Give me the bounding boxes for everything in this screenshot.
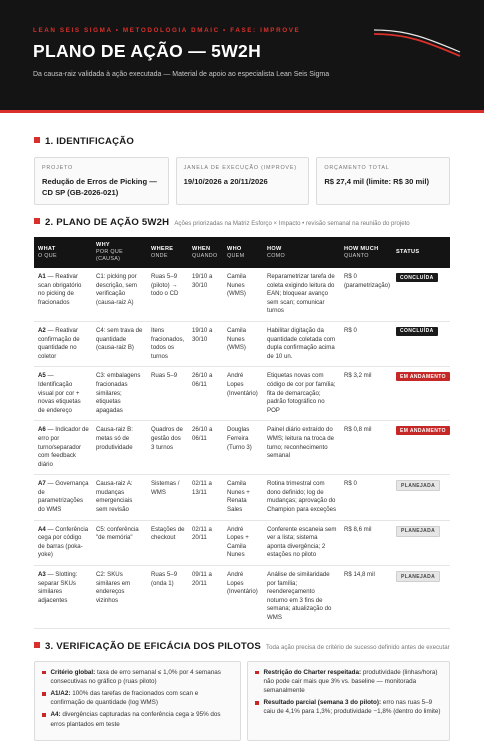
section-title: 2. PLANO DE AÇÃO 5W2H [45, 217, 170, 228]
action-why: Causa-raiz B: metas só de produtividade [96, 426, 133, 451]
action-where: Itens fracionados, todos os turnos [151, 326, 185, 360]
cell-who [223, 367, 263, 421]
action-when: 19/10 a 30/10 [192, 326, 213, 343]
cell-how [263, 268, 340, 321]
action-when: 19/10 a 30/10 [192, 273, 213, 289]
action-how: Habilitar digitação da quantidade coletada com dupla confirmação acima de 10 un. [267, 326, 336, 360]
verification-label: A4: [50, 711, 61, 719]
cell-what [34, 421, 92, 475]
cell-why [92, 321, 147, 366]
section-marker-icon [34, 137, 40, 143]
column-header-status: STATUS [396, 249, 420, 255]
action-howmuch: R$ 8,6 mil [344, 525, 372, 533]
decorative-curve-icon [372, 24, 462, 58]
cell-where [147, 268, 188, 321]
action-how: Rotina trimestral com dono definido; log de mudanças; aprovação do Champion para exceções [267, 480, 337, 514]
action-plan-table [34, 237, 450, 629]
action-who: André Lopes (Inventário) [227, 372, 258, 397]
action-who: Camila Nunes + Renata Sales [227, 480, 250, 514]
cell-what [34, 520, 92, 565]
action-why: Causa-raiz A: mudanças emergenciais sem revisão [96, 480, 133, 514]
verification-detail: erro nas ruas 5–9 caiu de 4,1% para 1,3%; produtividade −1,8% (dentro do limite) [263, 699, 441, 716]
verification-label: Critério global: [50, 668, 96, 676]
card-label: PROJETO [42, 165, 73, 171]
column-header-how: HOW COMO [267, 245, 285, 259]
card-label: JANELA DE EXECUÇÃO (IMPROVE) [183, 165, 297, 171]
cell-howmuch [340, 566, 392, 629]
action-how: Reparametrizar tarefa de coleta exigindo leitura do EAN; bloquear avanço sem scan; comunicar turnos [267, 273, 335, 315]
bullet-icon [42, 713, 46, 717]
action-id: A7 [38, 480, 46, 488]
action-who: André Lopes + Camila Nunes [227, 525, 249, 559]
cell-where [147, 475, 188, 520]
action-what: — Reativar scan obrigatório no picking de fracionados [38, 273, 82, 306]
action-when: 02/11 a 13/11 [192, 480, 212, 496]
page-subtitle: Da causa-raiz validada à ação executada — Material de apoio ao especialista Lean Seis Sigma [33, 71, 330, 78]
action-howmuch: R$ 0 [344, 326, 357, 334]
cell-how [263, 367, 340, 421]
action-id: A6 [38, 426, 46, 434]
status-badge: EM ANDAMENTO [396, 372, 450, 381]
action-howmuch: R$ 0,8 mil [344, 426, 372, 434]
action-id: A2 [38, 326, 46, 334]
card-value: Redução de Erros de Picking — CD SP (GB-2026-021) [42, 177, 157, 197]
cell-why [92, 367, 147, 421]
action-why: C4: sem trava de quantidade (causa-raiz B) [96, 326, 143, 352]
status-badge: CONCLUÍDA [396, 327, 438, 336]
action-id: A1 [38, 273, 46, 280]
header-kicker: LEAN SEIS SIGMA • METODOLOGIA DMAIC • FASE: IMPROVE [33, 27, 301, 34]
table-header-row [34, 237, 450, 268]
cell-how [263, 321, 340, 366]
verification-text [51, 689, 233, 707]
cell-why [92, 268, 147, 321]
cell-status [392, 321, 450, 366]
cell-what [34, 566, 92, 629]
action-who: Douglas Ferreira (Turno 3) [227, 426, 252, 451]
cell-what [34, 367, 92, 421]
verification-detail: 100% das tarefas de fracionados com scan e confirmação de quantidade (log WMS) [50, 690, 199, 707]
cell-howmuch [340, 421, 392, 475]
status-badge: PLANEJADA [396, 480, 440, 491]
verification-item [42, 689, 232, 707]
cell-status [392, 421, 450, 475]
cell-where [147, 520, 188, 565]
cell-status [392, 475, 450, 520]
action-who: André Lopes (Inventário) [227, 571, 258, 596]
card-orcamento [316, 157, 450, 205]
column-header-what: WHAT O QUE [38, 245, 57, 259]
cell-how [263, 520, 340, 565]
action-what: — Reativar confirmação de quantidade no coletor [38, 326, 80, 360]
action-when: 26/10 a 06/11 [192, 426, 213, 442]
cell-status [392, 520, 450, 565]
action-howmuch: R$ 3,2 mil [344, 372, 372, 380]
action-howmuch: R$ 0 [344, 480, 357, 488]
cell-where [147, 566, 188, 629]
cell-status [392, 268, 450, 321]
cell-howmuch [340, 475, 392, 520]
table-row [34, 520, 450, 565]
cell-why [92, 566, 147, 629]
verification-text [264, 698, 442, 716]
action-why: C1: picking por descrição, sem verificação (causa-raiz A) [96, 273, 137, 306]
verification-text [51, 710, 233, 728]
verification-label: Resultado parcial (semana 3 do piloto): [263, 699, 382, 707]
cell-who [223, 321, 263, 366]
cell-when [188, 475, 223, 520]
section-title: 1. IDENTIFICAÇÃO [45, 136, 135, 147]
verification-text [51, 668, 233, 686]
column-header-howmuch: HOW MUCH QUANTO [344, 245, 379, 259]
page-header [0, 0, 484, 113]
verification-item [255, 698, 441, 716]
action-how: Análise de similaridade por família; reendereçamento noturno em 3 fins de semana; atualização do WMS [267, 571, 332, 621]
section-marker-icon [34, 642, 40, 648]
verification-detail: divergências capturadas na conferência cega ≥ 95% dos erros plantados em teste [50, 711, 221, 728]
action-id: A5 [38, 372, 46, 380]
action-what: — Indicador de erro por turno/separador com feedback diário [38, 426, 89, 468]
verification-label: A1/A2: [50, 690, 71, 697]
action-id: A4 [38, 525, 46, 533]
action-why: C3: embalagens fracionadas similares; etiquetas apagadas [96, 372, 141, 414]
verification-item [42, 710, 232, 728]
card-value: R$ 27,4 mil (limite: R$ 30 mil) [324, 177, 429, 186]
column-header-who: WHO QUEM [227, 245, 245, 259]
action-who: Camila Nunes (WMS) [227, 273, 246, 298]
cell-why [92, 421, 147, 475]
cell-how [263, 566, 340, 629]
cell-who [223, 475, 263, 520]
action-who: Camila Nunes (WMS) [227, 326, 246, 352]
table-row [34, 268, 450, 321]
column-header-why: WHY POR QUE (CAUSA) [96, 242, 123, 262]
verification-item [255, 668, 441, 696]
cell-status [392, 566, 450, 629]
table-row [34, 421, 450, 475]
action-how: Conferente escaneia sem ver a lista; sistema aponta divergência; 2 estações no piloto [267, 525, 337, 559]
action-what: — Conferência cega por código de barras (poka-yoke) [38, 525, 89, 559]
section-marker-icon [34, 218, 40, 224]
status-badge: CONCLUÍDA [396, 273, 438, 282]
card-projeto [34, 157, 169, 205]
action-how: Etiquetas novas com código de cor por família; fita de demarcação; padrão fotográfico no POP [267, 372, 336, 414]
card-label: ORÇAMENTO TOTAL [324, 165, 390, 171]
action-what: — Governança de parametrizações do WMS [38, 480, 89, 514]
verification-item [42, 668, 232, 686]
action-where: Sistemas / WMS [151, 480, 180, 496]
column-header-where: WHERE ONDE [151, 245, 174, 259]
action-howmuch: R$ 14,8 mil [344, 571, 375, 579]
cell-who [223, 566, 263, 629]
section-note: Ações priorizadas na Matriz Esforço × Impacto • revisão semanal na reunião do projeto [174, 220, 410, 227]
cell-why [92, 475, 147, 520]
action-where: Ruas 5–9 [151, 372, 178, 380]
column-header-when: WHEN QUANDO [192, 245, 218, 259]
section-plano-heading [34, 217, 450, 228]
cell-how [263, 475, 340, 520]
table-row [34, 475, 450, 520]
cell-what [34, 321, 92, 366]
cell-when [188, 321, 223, 366]
section-verificacao-heading [34, 641, 450, 652]
action-how: Painel diário extraído do WMS; leitura na troca de turno; reconhecimento semanal [267, 426, 335, 460]
section-title: 3. VERIFICAÇÃO DE EFICÁCIA DOS PILOTOS [45, 640, 262, 652]
verification-panels [34, 661, 450, 741]
cell-how [263, 421, 340, 475]
identification-cards [34, 157, 450, 205]
action-id: A3 [38, 571, 46, 579]
status-badge: EM ANDAMENTO [396, 426, 450, 435]
action-where: Quadros de gestão dos 3 turnos [151, 426, 183, 451]
bullet-icon [42, 671, 46, 675]
cell-when [188, 520, 223, 565]
document-body [0, 136, 484, 741]
verification-criteria-panel [34, 661, 241, 741]
cell-howmuch [340, 520, 392, 565]
cell-howmuch [340, 321, 392, 366]
table-row [34, 566, 450, 629]
action-why: C2: SKUs similares em endereços vizinhos [96, 571, 131, 604]
action-where: Ruas 5–9 (onda 1) [151, 571, 178, 587]
verification-label: Restrição do Charter respeitada: [263, 668, 362, 676]
section-identificacao-heading [34, 136, 450, 147]
cell-where [147, 367, 188, 421]
cell-where [147, 321, 188, 366]
action-what: — Identificação visual por cor + novas etiquetas de endereço [38, 372, 81, 414]
cell-howmuch [340, 268, 392, 321]
cell-what [34, 475, 92, 520]
status-badge: PLANEJADA [396, 526, 440, 537]
cell-what [34, 268, 92, 321]
cell-where [147, 421, 188, 475]
verification-detail: produtividade (linhas/hora) não pode cair mais que 3% vs. baseline — monitorada semanalmente [263, 668, 438, 694]
cell-why [92, 520, 147, 565]
table-body [34, 268, 450, 628]
section-note: Toda ação precisa de critério de sucesso definido antes de executar [266, 643, 450, 651]
action-when: 09/11 a 20/11 [192, 571, 212, 587]
verification-results-panel [247, 661, 450, 741]
action-what: — Slotting: separar SKUs similares adjacentes [38, 571, 78, 604]
action-where: Estações de checkout [151, 525, 185, 542]
bullet-icon [42, 692, 46, 696]
card-value: 19/10/2026 a 20/11/2026 [183, 177, 268, 186]
cell-when [188, 566, 223, 629]
cell-when [188, 268, 223, 321]
page-title: PLANO DE AÇÃO — 5W2H [33, 41, 262, 61]
bullet-icon [255, 671, 259, 675]
table-row [34, 367, 450, 421]
cell-who [223, 520, 263, 565]
table-row [34, 321, 450, 366]
action-when: 26/10 a 06/11 [192, 372, 213, 388]
cell-when [188, 367, 223, 421]
action-when: 02/11 a 20/11 [192, 525, 212, 542]
cell-when [188, 421, 223, 475]
action-why: C5: conferência "de memória" [96, 525, 139, 542]
verification-text [264, 668, 442, 696]
action-howmuch: R$ 0 (parametrização) [344, 273, 391, 289]
cell-status [392, 367, 450, 421]
status-badge: PLANEJADA [396, 571, 440, 582]
header-accent-line [0, 110, 484, 113]
card-janela-execucao [176, 157, 310, 205]
bullet-icon [255, 701, 259, 705]
verification-detail: taxa de erro semanal ≤ 1,0% por 4 semanas consecutivas no gráfico p (ruas piloto) [50, 668, 221, 685]
cell-who [223, 268, 263, 321]
action-where: Ruas 5–9 (piloto) → todo o CD [151, 273, 179, 298]
cell-who [223, 421, 263, 475]
cell-howmuch [340, 367, 392, 421]
